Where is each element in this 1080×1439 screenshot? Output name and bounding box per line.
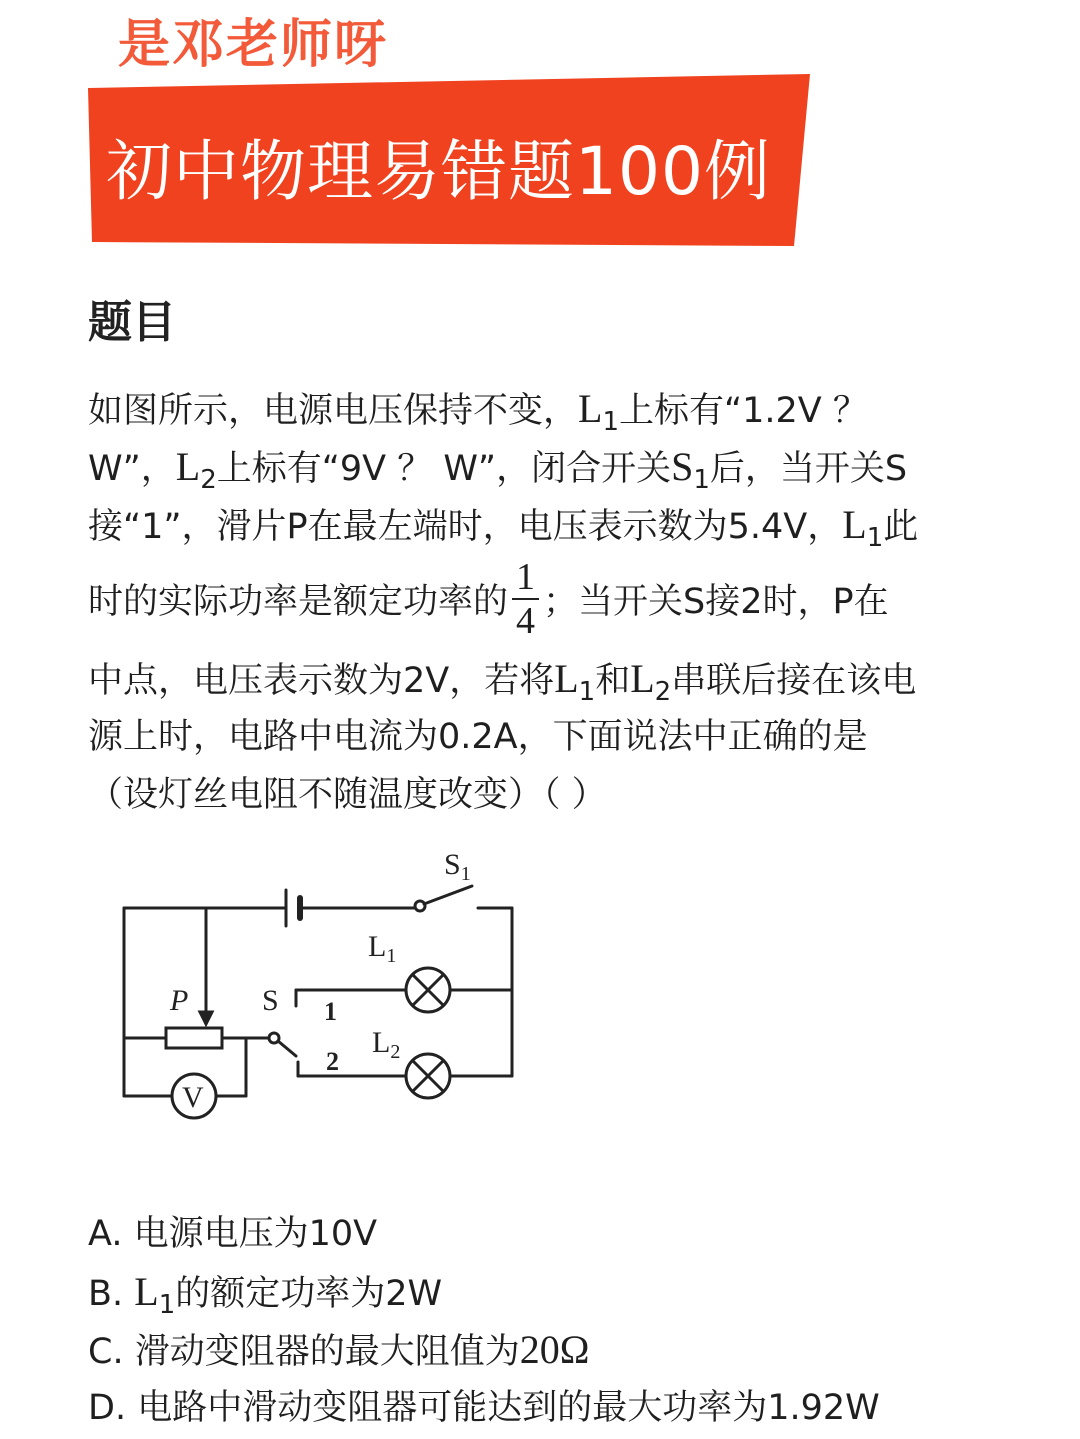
l2-label: $L_2$ bbox=[372, 1026, 401, 1063]
symbol-subscript: 1 bbox=[158, 1290, 176, 1320]
option-segment: B. bbox=[88, 1274, 135, 1314]
symbol-subscript: 2 bbox=[654, 677, 672, 707]
question-segment: 上标有“1.2V ？ bbox=[619, 391, 868, 431]
question-segment: 此 bbox=[883, 507, 919, 547]
option-a: A. 电源电压为10V bbox=[88, 1214, 378, 1254]
symbol-L: L bbox=[842, 502, 867, 547]
question-line bbox=[88, 650, 1018, 708]
symbol-S: S bbox=[671, 444, 694, 489]
question-line bbox=[88, 438, 1018, 496]
question-segment: 上标有“9V ？ W”，闭合开关 bbox=[216, 449, 672, 489]
option-c bbox=[88, 1321, 1038, 1379]
question-line: 源上时，电路中电流为0.2A，下面说法中正确的是 bbox=[88, 717, 868, 757]
symbol-L: L bbox=[134, 1269, 159, 1314]
question-text bbox=[88, 380, 1018, 824]
question-segment: 时的实际功率是额定功率的 bbox=[88, 582, 509, 622]
question-segment: ；当开关S接2时，P在 bbox=[543, 582, 889, 622]
switch-s-label: S bbox=[262, 984, 279, 1017]
symbol-subscript: 1 bbox=[578, 677, 596, 707]
section-title: 题目 bbox=[88, 297, 176, 348]
option-value: 20Ω bbox=[519, 1327, 590, 1372]
question-segment: 和 bbox=[595, 661, 631, 701]
option-segment: 的额定功率为2W bbox=[175, 1274, 443, 1314]
fraction bbox=[512, 558, 539, 640]
question-segment: 中点，电压表示数为2V，若将 bbox=[88, 661, 555, 701]
question-line bbox=[88, 554, 1018, 650]
symbol-L: L bbox=[630, 656, 655, 701]
banner-title: 初中物理易错题100例 bbox=[106, 133, 771, 210]
question-segment: 如图所示，电源电压保持不变， bbox=[88, 391, 579, 431]
symbol-subscript: 1 bbox=[693, 465, 710, 495]
question-line bbox=[88, 496, 1018, 554]
circuit-svg bbox=[110, 840, 530, 1130]
question-segment: 接“1”，滑片P在最左端时，电压表示数为5.4V， bbox=[88, 507, 843, 547]
title-banner bbox=[88, 74, 810, 246]
symbol-subscript: 2 bbox=[200, 465, 217, 495]
answer-options bbox=[88, 1205, 1038, 1437]
question-segment: 后，当开关S bbox=[709, 449, 908, 489]
option-segment: C. 滑动变阻器的最大阻值为 bbox=[88, 1332, 520, 1372]
voltmeter-label: V bbox=[182, 1081, 204, 1114]
slider-p-label: P bbox=[170, 984, 189, 1017]
question-line bbox=[88, 380, 1018, 438]
question-segment: 串联后接在该电 bbox=[671, 661, 917, 701]
fraction-numerator: 1 bbox=[512, 558, 539, 600]
author-name: 是邓老师呀 bbox=[118, 15, 389, 75]
question-segment: W”， bbox=[88, 449, 176, 489]
symbol-L: L bbox=[578, 386, 603, 431]
s1-label: $S_1$ bbox=[444, 848, 471, 885]
contact-1-label: 1 bbox=[324, 997, 337, 1026]
circuit-diagram bbox=[110, 840, 530, 1134]
fraction-denominator: 4 bbox=[516, 600, 536, 642]
option-b bbox=[88, 1263, 1038, 1321]
contact-2-label: 2 bbox=[326, 1047, 339, 1076]
question-line: （设灯丝电阻不随温度改变）（ ） bbox=[88, 775, 607, 815]
symbol-subscript: 1 bbox=[602, 407, 619, 437]
symbol-L: L bbox=[554, 656, 579, 701]
l1-label: $L_1$ bbox=[368, 930, 397, 967]
option-d: D. 电路中滑动变阻器可能达到的最大功率为1.92W bbox=[88, 1388, 880, 1428]
symbol-L: L bbox=[175, 444, 201, 489]
symbol-subscript: 1 bbox=[866, 523, 884, 553]
